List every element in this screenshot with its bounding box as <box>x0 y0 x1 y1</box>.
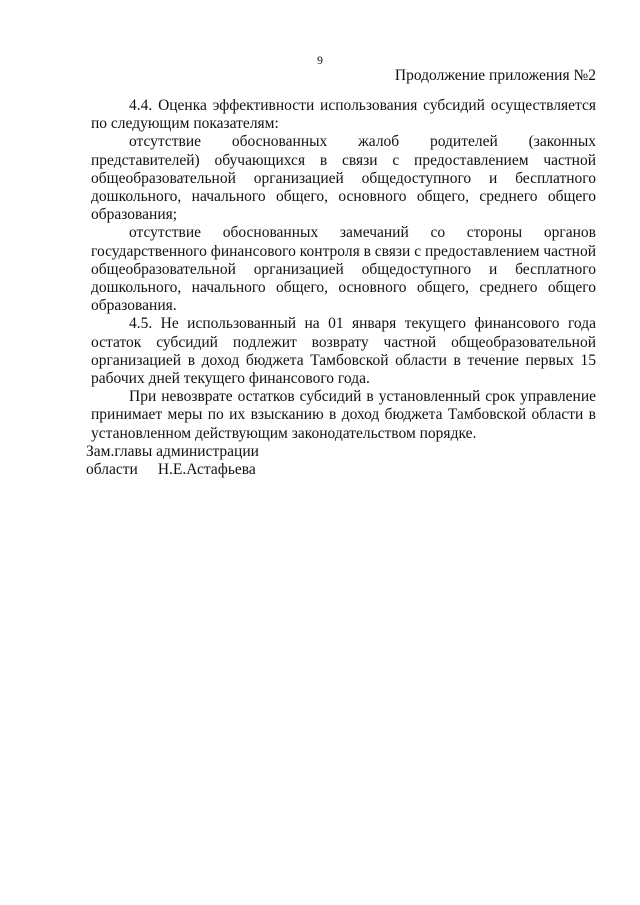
signatory-region: области <box>86 461 138 478</box>
paragraph-non-return: При невозврате остатков субсидий в установленный срок управление принимает меры по их взысканию в доход бюджета Тамбовской области в установленном действующим законодательством порядке. <box>91 388 596 442</box>
paragraph-4-5: 4.5. Не использованный на 01 января текущего финансового года остаток субсидий подлежит возврату частной общеобразовательной организацией в доход бюджета Тамбовской области в течение первых 15 рабочих дней текущего финансового года. <box>91 315 596 388</box>
paragraph-no-complaints: отсутствие обоснованных жалоб родителей (законных представителей) обучающихся в связи с предоставлением частной общеобразовательной организацией общедоступного и бесплатного дошкольного, начального общего, основного общего, среднего общего образования; <box>91 133 596 224</box>
document-body <box>91 97 596 443</box>
paragraph-4-4: 4.4. Оценка эффективности использования субсидий осуществляется по следующим показателям: <box>91 97 596 133</box>
signatory-position: Зам.главы администрации <box>86 443 259 460</box>
paragraph-no-remarks: отсутствие обоснованных замечаний со стороны органов государственного финансового контроля в связи с предоставлением частной общеобразовательной организацией общедоступного и бесплатного дошкольного, начального общего, основного общего, среднего общего образования. <box>91 224 596 315</box>
signatory-line <box>86 461 259 479</box>
signature-block <box>86 443 259 479</box>
appendix-continuation-label: Продолжение приложения №2 <box>394 67 596 84</box>
signatory-name: Н.Е.Астафьева <box>157 461 256 478</box>
page-number: 9 <box>317 53 323 67</box>
